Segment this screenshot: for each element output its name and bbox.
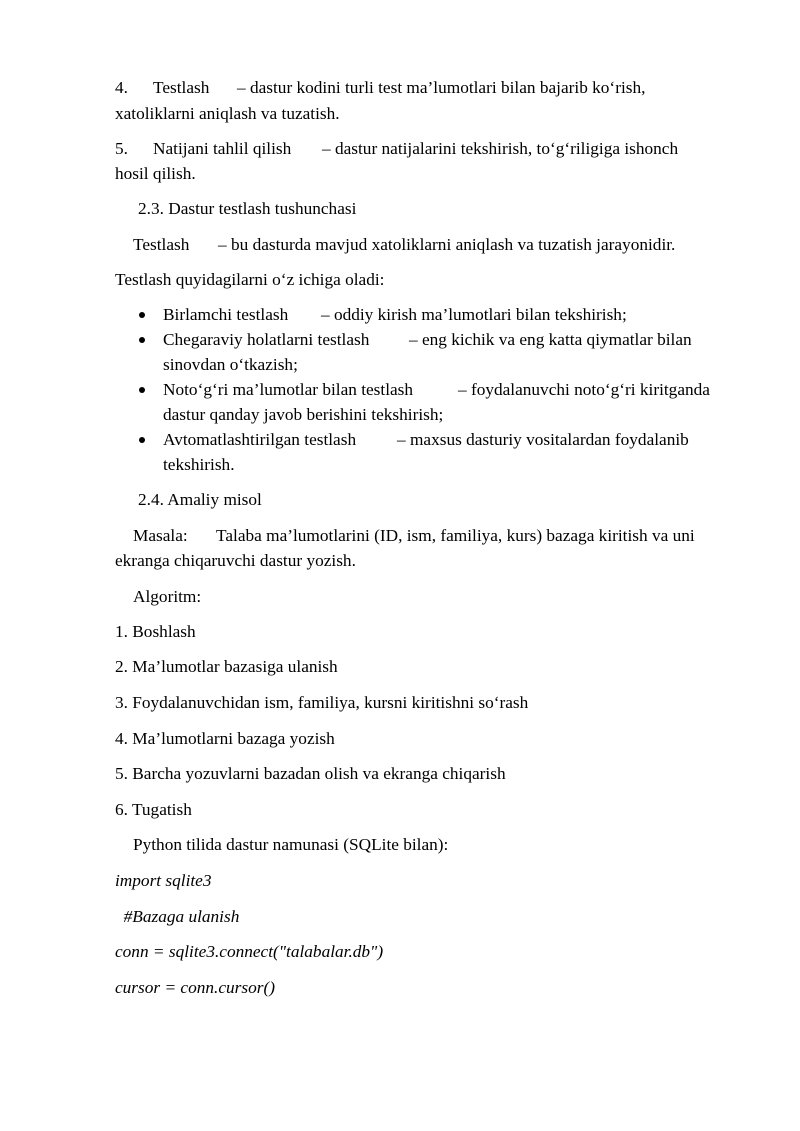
- task-label: Masala:: [133, 526, 188, 545]
- list-item-term: Chegaraviy holatlarni testlash: [163, 330, 370, 349]
- algorithm-step: 6. Tugatish: [115, 800, 192, 819]
- code-line: import sqlite3: [115, 871, 212, 890]
- list-item-text-continued: sinovdan o‘tkazish;: [163, 355, 298, 374]
- algorithm-label: Algoritm:: [133, 587, 202, 606]
- list-item-text: – foydalanuvchi noto‘g‘ri kiritganda: [458, 380, 710, 399]
- item-text-continued: xatoliklarni aniqlash va tuzatish.: [115, 104, 340, 123]
- list-item-text: – eng kichik va eng katta qiymatlar bilan: [409, 330, 692, 349]
- algorithm-step: 2. Ma’lumotlar bazasiga ulanish: [115, 657, 338, 676]
- definition-text: – bu dasturda mavjud xatoliklarni aniqlash va tuzatish jarayonidir.: [218, 235, 676, 254]
- algorithm-step: 4. Ma’lumotlarni bazaga yozish: [115, 729, 335, 748]
- list-item-text-continued: tekshirish.: [163, 455, 235, 474]
- bullet-icon: [139, 387, 145, 393]
- code-line: cursor = conn.cursor(): [115, 978, 275, 997]
- section-heading: 2.3. Dastur testlash tushunchasi: [138, 199, 357, 218]
- list-item-text: – maxsus dasturiy vositalardan foydalanib: [397, 430, 689, 449]
- item-text: – dastur natijalarini tekshirish, to‘g‘riligiga ishonch: [322, 139, 679, 158]
- task-text: Talaba ma’lumotlarini (ID, ism, familiya, kurs) bazaga kiritish va uni: [216, 526, 695, 545]
- list-item-text: – oddiy kirish ma’lumotlari bilan tekshirish;: [321, 305, 627, 324]
- section-heading: 2.4. Amaliy misol: [138, 490, 262, 509]
- item-number: 5.: [115, 139, 128, 158]
- item-term: Testlash: [153, 78, 210, 97]
- list-intro: Testlash quyidagilarni o‘z ichiga oladi:: [115, 270, 385, 289]
- algorithm-step: 5. Barcha yozuvlarni bazadan olish va ekranga chiqarish: [115, 764, 506, 783]
- bullet-icon: [139, 437, 145, 443]
- bullet-icon: [139, 337, 145, 343]
- list-item-term: Avtomatlashtirilgan testlash: [163, 430, 357, 449]
- algorithm-step: 1. Boshlash: [115, 622, 196, 641]
- item-text-continued: hosil qilish.: [115, 164, 196, 183]
- task-text-continued: ekranga chiqaruvchi dastur yozish.: [115, 551, 356, 570]
- item-text: – dastur kodini turli test ma’lumotlari bilan bajarib ko‘rish,: [237, 78, 646, 97]
- algorithm-step: 3. Foydalanuvchidan ism, familiya, kursni kiritishni so‘rash: [115, 693, 529, 712]
- item-term: Natijani tahlil qilish: [153, 139, 292, 158]
- item-number: 4.: [115, 78, 128, 97]
- list-item-term: Birlamchi testlash: [163, 305, 289, 324]
- code-comment: #Bazaga ulanish: [115, 907, 240, 926]
- list-item-term: Noto‘g‘ri ma’lumotlar bilan testlash: [163, 380, 414, 399]
- bullet-icon: [139, 312, 145, 318]
- code-intro: Python tilida dastur namunasi (SQLite bilan):: [133, 835, 449, 854]
- list-item-text-continued: dastur qanday javob berishini tekshirish;: [163, 405, 444, 424]
- definition-term: Testlash: [133, 235, 190, 254]
- code-line: conn = sqlite3.connect("talabalar.db"): [115, 942, 384, 961]
